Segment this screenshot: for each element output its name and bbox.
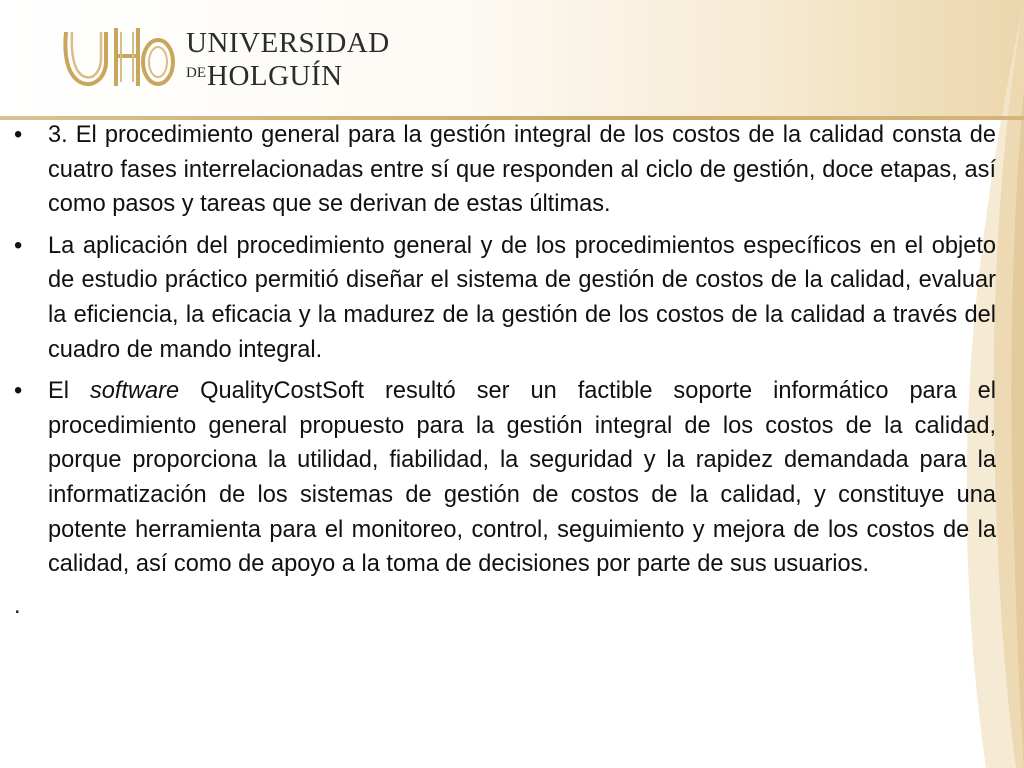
uho-logo-mark <box>58 22 176 94</box>
bullet-text-italic: software <box>89 378 180 405</box>
bullet-item-2 <box>14 229 996 367</box>
slide-content <box>14 118 996 623</box>
bullet-text-rest: QualityCostSoft resultó ser un factible soporte informático para el procedimiento general propuesto para la gestión integral de los costos de la calidad, porque proporciona la utilidad, fiabilidad, la seguridad y la rapidez demandada para la informatización de los sistemas de gestión de costos de la calidad, y constituye una potente herramienta para el monitoreo, control, seguimiento y mejora de los costos de la calidad, así como de apoyo a la toma de decisiones por parte de sus usuarios. <box>48 378 996 578</box>
bullet-text-lead: El <box>48 378 90 405</box>
bullet-item-1 <box>14 118 996 222</box>
bullet-marker: • <box>14 378 23 405</box>
logo-prefix-de: DE <box>186 65 206 81</box>
logo-word-holguin: HOLGUÍN <box>207 60 343 92</box>
university-logo <box>58 22 388 94</box>
bullet-marker: • <box>14 232 23 259</box>
bullet-text: 3. El procedimiento general para la gestión integral de los costos de la calidad consta de cuatro fases interrelacionadas entre sí que responden al ciclo de gestión, doce etapas, así como pasos y tareas que se derivan de estas últimas. <box>48 122 996 218</box>
bullet-text <box>48 374 996 582</box>
bullet-item-3 <box>14 374 996 582</box>
bullet-marker: • <box>14 122 23 148</box>
trailing-period: . <box>14 592 21 619</box>
logo-line-universidad: UNIVERSIDAD <box>186 27 390 59</box>
logo-wordmark <box>186 28 396 92</box>
bullet-text: La aplicación del procedimiento general y de los procedimientos específicos en el objeto de estudio práctico permitió diseñar el sistema de gestión de costos de la calidad, evaluar la eficiencia, la eficacia y la madurez de la gestión de los costos de la calidad a través del cuadro de mando integral. <box>48 232 996 363</box>
logo-line-holguin <box>186 58 343 91</box>
